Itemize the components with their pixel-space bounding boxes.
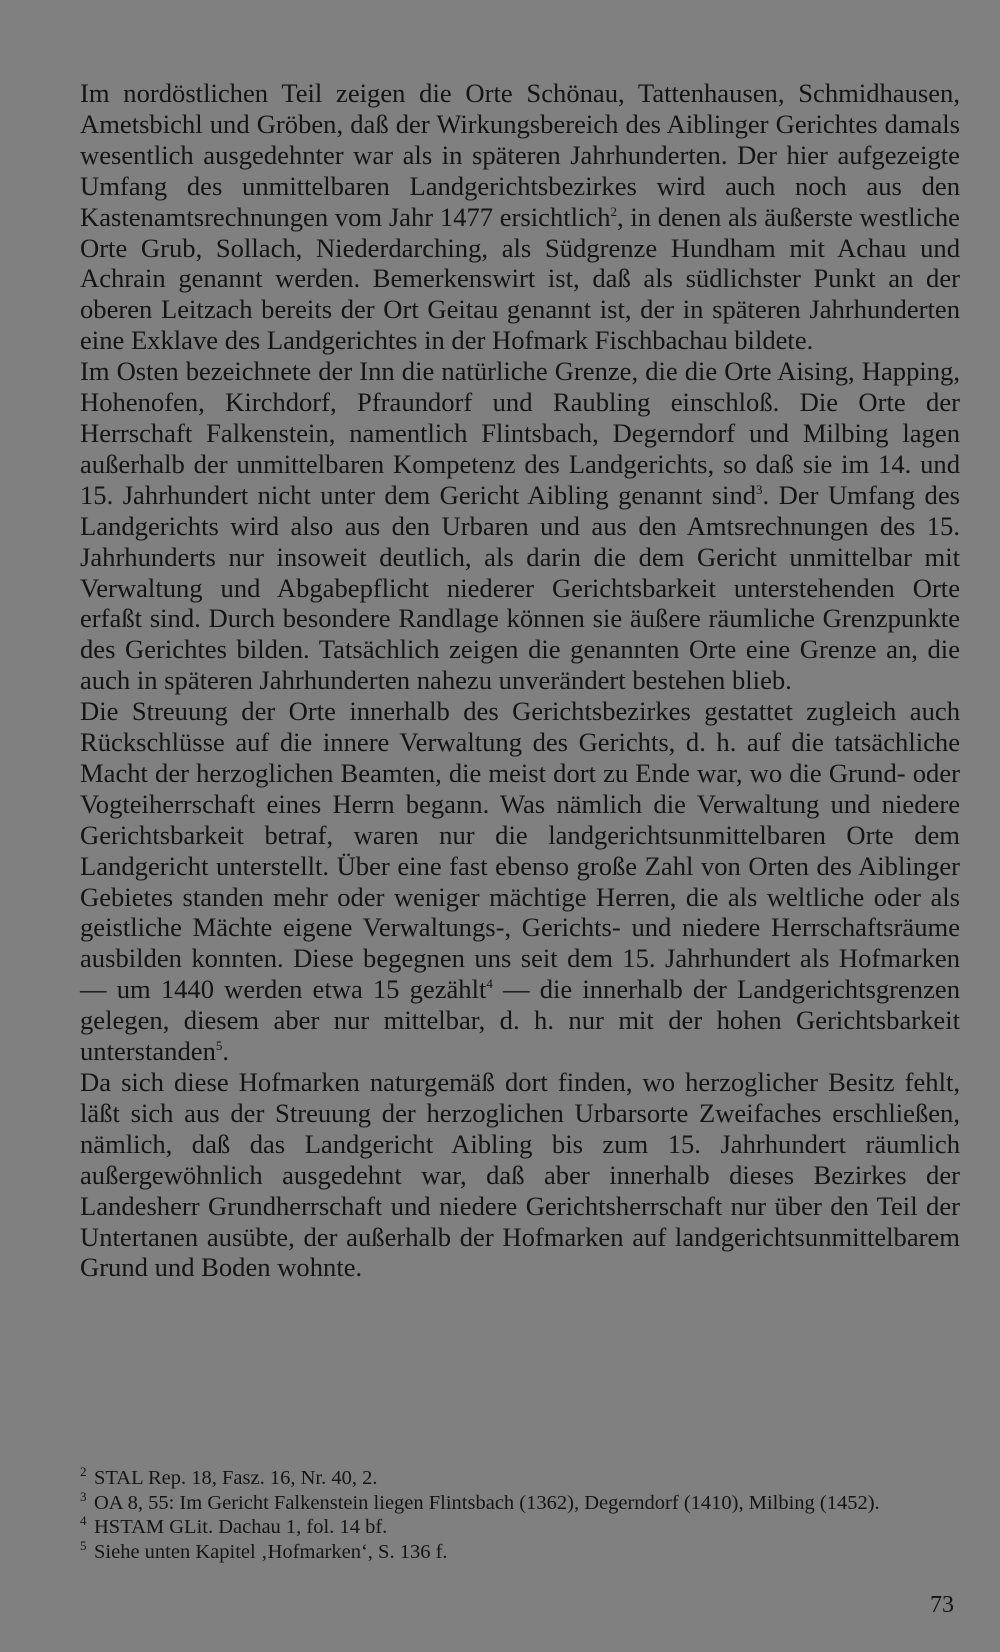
paragraph-text: Da sich diese Hofmarken naturgemäß dort finden, wo herzoglicher Besitz fehlt, läßt sich aus der Streuung der herzoglichen Urbarsorte Zweifaches erschließen, nämlich, daß das Landgericht Aibling bis zum 15. Jahrhundert räumlich außergewöhnlich ausgedehnt war, daß aber innerhalb dieses Bezirkes der Landesherr Grundherrschaft und niedere Gerichtsherrschaft nur über den Teil der Untertanen ausübte, der außerhalb der Hofmarken auf landgerichtsunmittelbarem Grund und Boden wohnte. — [80, 1067, 960, 1283]
paragraph-text: — die innerhalb der Landgerichtsgrenzen gelegen, diesem aber nur mittelbar, d. h. nur mit der hohen Gerichtsbarkeit unterstanden — [80, 974, 960, 1067]
footnote: 5 Siehe unten Kapitel ‚Hofmarken‘, S. 136 f. — [80, 1537, 448, 1563]
paragraph-text: Die Streuung der Orte innerhalb des Gerichtsbezirkes gestattet zugleich auch Rückschlüsse auf die innere Verwaltung des Gerichts, d. h. auf die tatsächliche Macht der herzoglichen Beamten, die meist dort zu Ende war, wo die Grund- oder Vogteiherrschaft eines Herrn begann. Was nämlich die Verwaltung und niedere Gerichtsbarkeit betraf, waren nur die landgerichtsunmittelbaren Orte dem Landgericht unterstellt. Über eine fast ebenso große Zahl von Orten des Aiblinger Gebietes standen mehr oder weniger mächtige Herren, die als weltliche oder als geistliche Mächte eigene Verwaltungs-, Gerichts- und niedere Herrschaftsräume ausbilden konnten. Diese begegnen uns seit dem 15. Jahrhundert als Hofmarken — um 1440 werden etwa 15 gezählt — [80, 696, 960, 1005]
footnote: 3 OA 8, 55: Im Gericht Falkenstein liegen Flintsbach (1362), Degerndorf (1410), Milbing (1452). — [80, 1488, 880, 1514]
paragraph-text: Im nordöstlichen Teil zeigen die Orte Schönau, Tattenhausen, Schmidhausen, Ametsbichl und Gröben, daß der Wirkungsbereich des Aiblinger Gerichtes damals wesentlich ausgedehnter war als in späteren Jahrhunderten. Der hier aufgezeigte Umfang des unmittelbaren Landgerichtsbezirkes wird auch noch aus den Kastenamtsrechnungen vom Jahr 1477 ersichtlich — [80, 78, 960, 232]
footnote-text: Siehe unten Kapitel ‚Hofmarken‘, S. 136 f. — [94, 1540, 448, 1563]
footnote-reference: 3 — [756, 481, 763, 497]
footnote-reference: 5 — [215, 1038, 223, 1054]
footnote-text: HSTAM GLit. Dachau 1, fol. 14 bf. — [94, 1516, 388, 1539]
main-text — [80, 78, 960, 1283]
paragraph-text: . — [222, 1036, 230, 1067]
footnote-reference: 4 — [486, 976, 493, 992]
paragraph — [80, 356, 960, 696]
footnote-text: STAL Rep. 18, Fasz. 16, Nr. 40, 2. — [94, 1467, 378, 1489]
footnote: 2 STAL Rep. 18, Fasz. 16, Nr. 40, 2. — [80, 1464, 378, 1489]
paragraph-text: . Der Umfang des Landgerichts wird also aus den Urbaren und aus den Amtsrechnungen des 15. Jahrhunderts nur insoweit deutlich, als darin die dem Gericht unmittelbar mit Verwaltung und Abgabepflicht niederer Gerichtsbarkeit unterstehenden Orte erfaßt sind. Durch besondere Randlage können sie äußere räumliche Grenzpunkte des Gerichtes bilden. Tatsächlich zeigen die genannten Orte eine Grenze an, die auch in späteren Jahrhunderten nahezu unverändert bestehen blieb. — [80, 479, 961, 696]
paragraph — [80, 1067, 960, 1283]
footnote-text: OA 8, 55: Im Gericht Falkenstein liegen Flintsbach (1362), Degerndorf (1410), Milbing (1452). — [94, 1491, 880, 1514]
footnote: 4 HSTAM GLit. Dachau 1, fol. 14 bf. — [80, 1513, 388, 1539]
paragraph — [80, 78, 960, 356]
paragraph — [80, 696, 960, 1067]
page-number: 73 — [930, 1592, 954, 1618]
footnote-reference: 2 — [610, 203, 618, 219]
footnotes — [80, 1466, 960, 1564]
paragraph-text: , in denen als äußerste westliche Orte Grub, Sollach, Niederdarching, als Südgrenze Hundham mit Achau und Achrain genannt werden. Bemerkenswirt ist, daß als südlichster Punkt an der oberen Leitzach bereits der Ort Geitau genannt ist, der in späteren Jahrhunderten eine Exklave des Landgerichtes in der Hofmark Fischbachau bildete. — [80, 201, 960, 356]
paragraph-text: Im Osten bezeichnete der Inn die natürliche Grenze, die die Orte Aising, Happing, Hohenofen, Kirchdorf, Pfraundorf und Raubling einschloß. Die Orte der Herrschaft Falkenstein, namentlich Flintsbach, Degerndorf und Milbing lagen außerhalb der unmittelbaren Kompetenz des Landgerichts, so daß sie im 14. und 15. Jahrhundert nicht unter dem Gericht Aibling genannt sind — [80, 356, 960, 510]
page-body — [80, 78, 960, 1283]
